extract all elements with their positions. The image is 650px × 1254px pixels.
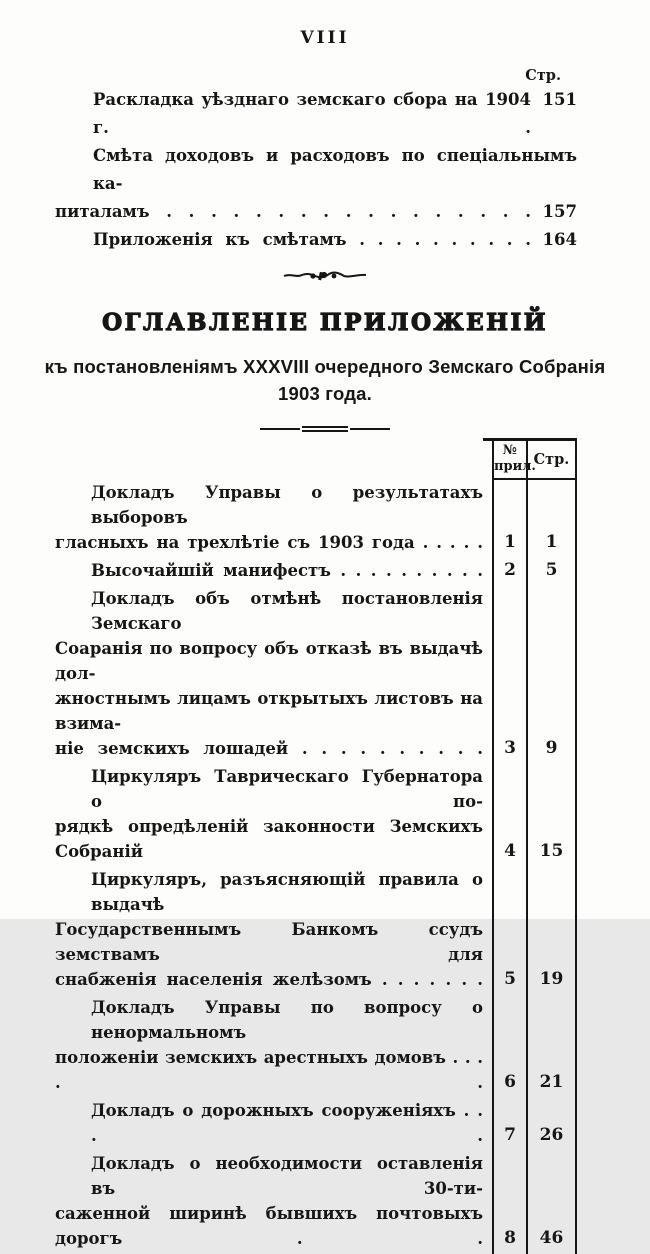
appendix-number-value: 7: [504, 1125, 516, 1145]
appendix-entry-line: ніе земскихъ лошадей . . . . . . . . . .: [55, 739, 483, 758]
appendix-table-header-spacer: [55, 438, 492, 480]
front-toc-page-number: 157: [542, 202, 577, 221]
appendix-entry-text: [55, 1151, 492, 1254]
appendix-page-column-header: Стр.: [528, 441, 577, 480]
number-column-header-line2: прил.: [494, 459, 536, 474]
appendix-number-value: 2: [504, 560, 516, 580]
appendix-entry-number-cell: [492, 764, 528, 867]
front-toc-page-number: 164: [542, 230, 577, 249]
page-folio-number: VIII: [300, 28, 350, 48]
appendix-entry-page-cell: [528, 867, 577, 995]
appendix-entry-line: саженной ширинѣ бывшихъ почтовыхъ дорогъ . .: [55, 1204, 483, 1248]
appendix-entry-text: [55, 867, 492, 995]
appendix-entry-number-cell: [492, 480, 528, 558]
divider-left-rule: [260, 428, 300, 430]
front-toc-section: [55, 66, 577, 254]
subtitle-line-2: 1903 года.: [278, 383, 372, 404]
number-column-header-line1: №: [502, 443, 518, 458]
ornament-divider-icon: [0, 267, 650, 281]
appendix-entry-row: [55, 764, 577, 867]
appendix-entry-line: Государственнымъ Банкомъ ссудъ земствамъ для: [55, 920, 483, 964]
appendix-entry-number-cell: [492, 1151, 528, 1254]
appendix-entry-line: Докладъ объ отмѣнѣ постановленія Земскаго: [91, 589, 483, 633]
appendix-entry-line: Докладъ Управы по вопросу о ненормальномъ: [91, 998, 483, 1042]
appendix-number-value: 3: [504, 738, 516, 758]
subtitle-line-1: къ постановленіямъ XXXVIII очередного Земскаго Собранія: [44, 356, 606, 377]
appendix-contents-subtitle: [0, 353, 650, 407]
appendix-page-value: 15: [539, 841, 564, 861]
front-toc-page-number: 151: [542, 90, 577, 109]
appendix-entry-text: [55, 1098, 492, 1151]
front-toc-line-text: Приложенія къ смѣтамъ . . . . . . . . . .: [93, 230, 531, 249]
appendix-entry-page-cell: [528, 1098, 577, 1151]
appendix-entry-line: Циркуляръ, разъясняющій правила о выдачѣ: [91, 870, 483, 914]
front-toc-line: [55, 142, 577, 198]
appendix-page-value: 1: [545, 532, 558, 552]
appendix-entry-number-cell: [492, 586, 528, 764]
appendix-entry-page-cell: [528, 764, 577, 867]
front-toc-line: [55, 198, 577, 226]
divider-center-double-rule: [302, 426, 348, 432]
front-toc-line-text: Раскладка уѣзднаго земскаго сбора на 1904 г. .: [93, 90, 531, 137]
appendix-page-value: 26: [539, 1125, 564, 1145]
appendix-entry-row: [55, 586, 577, 764]
appendix-number-value: 1: [504, 532, 516, 552]
appendix-entry-line: Докладъ о дорожныхъ сооруженіяхъ . . . .: [91, 1101, 483, 1145]
appendix-entry-line: гласныхъ на трехлѣтіе съ 1903 года . . . . .: [55, 533, 483, 552]
appendix-number-value: 4: [504, 841, 516, 861]
appendix-entry-row: [55, 867, 577, 995]
appendix-entry-page-cell: [528, 1151, 577, 1254]
appendix-entry-line: жностнымъ лицамъ открытыхъ листовъ на взима-: [55, 689, 483, 733]
appendix-entry-text: [55, 480, 492, 558]
appendix-page-value: 21: [539, 1072, 564, 1092]
appendix-table-header-row: [55, 438, 577, 480]
appendix-entry-line: Высочайшій манифестъ . . . . . . . . . .: [91, 561, 483, 580]
appendix-entry-line: снабженія населенія желѣзомъ . . . . . . .: [55, 970, 483, 989]
appendix-number-value: 6: [504, 1072, 516, 1092]
appendix-entry-page-cell: [528, 558, 577, 586]
appendix-entry-line: Циркуляръ Таврическаго Губернатора о по-: [91, 767, 483, 811]
appendix-entry-text: [55, 995, 492, 1098]
appendix-page-value: 9: [545, 738, 558, 758]
appendix-entry-row: [55, 558, 577, 586]
appendix-table-header-cells: [492, 438, 577, 480]
appendix-entry-line: рядкѣ опредѣленій законности Земскихъ Собраній: [55, 817, 483, 861]
front-toc-line: [55, 226, 577, 254]
appendix-entry-line: Докладъ о необходимости оставленія въ 30-ти-: [91, 1154, 483, 1198]
front-toc-line: [55, 86, 577, 142]
appendix-entry-number-cell: [492, 995, 528, 1098]
front-toc-lines: [55, 86, 577, 254]
appendix-number-value: 8: [504, 1228, 516, 1248]
appendix-page-value: 5: [545, 560, 558, 580]
appendix-page-value: 46: [539, 1228, 564, 1248]
appendix-entry-page-cell: [528, 480, 577, 558]
divider-right-rule: [350, 428, 390, 430]
appendix-entry-text: [55, 764, 492, 867]
appendix-entries: [55, 480, 577, 1254]
appendix-entry-number-cell: [492, 1098, 528, 1151]
section-divider-rule: [260, 426, 390, 432]
front-toc-line-text: питаламъ . . . . . . . . . . . . . . . . .: [55, 202, 531, 221]
appendix-entry-page-cell: [528, 586, 577, 764]
appendix-page-value: 19: [539, 969, 564, 989]
appendix-entry-row: [55, 1098, 577, 1151]
appendix-number-column-header: [492, 441, 536, 480]
appendix-entry-line: положеніи земскихъ арестныхъ домовъ . . . . .: [55, 1048, 483, 1092]
appendix-entry-row: [55, 995, 577, 1098]
appendix-entry-page-cell: [528, 995, 577, 1098]
appendix-entry-number-cell: [492, 558, 528, 586]
appendix-table: [55, 438, 577, 1254]
front-toc-line-text: Смѣта доходовъ и расходовъ по спеціальнымъ ка-: [93, 146, 577, 193]
appendix-entry-number-cell: [492, 867, 528, 995]
appendix-number-value: 5: [504, 969, 516, 989]
appendix-entry-row: [55, 1151, 577, 1254]
appendix-entry-line: Докладъ Управы о результатахъ выборовъ: [91, 483, 483, 527]
appendix-entry-text: [55, 558, 492, 586]
appendix-entry-row: [55, 480, 577, 558]
appendix-entry-text: [55, 586, 492, 764]
front-toc-page-column-header: Стр.: [525, 67, 561, 84]
appendix-entry-line: Соаранія по вопросу объ отказѣ въ выдачѣ дол-: [55, 639, 483, 683]
appendix-contents-title: ОГЛАВЛЕНІЕ ПРИЛОЖЕНІЙ: [102, 309, 548, 336]
